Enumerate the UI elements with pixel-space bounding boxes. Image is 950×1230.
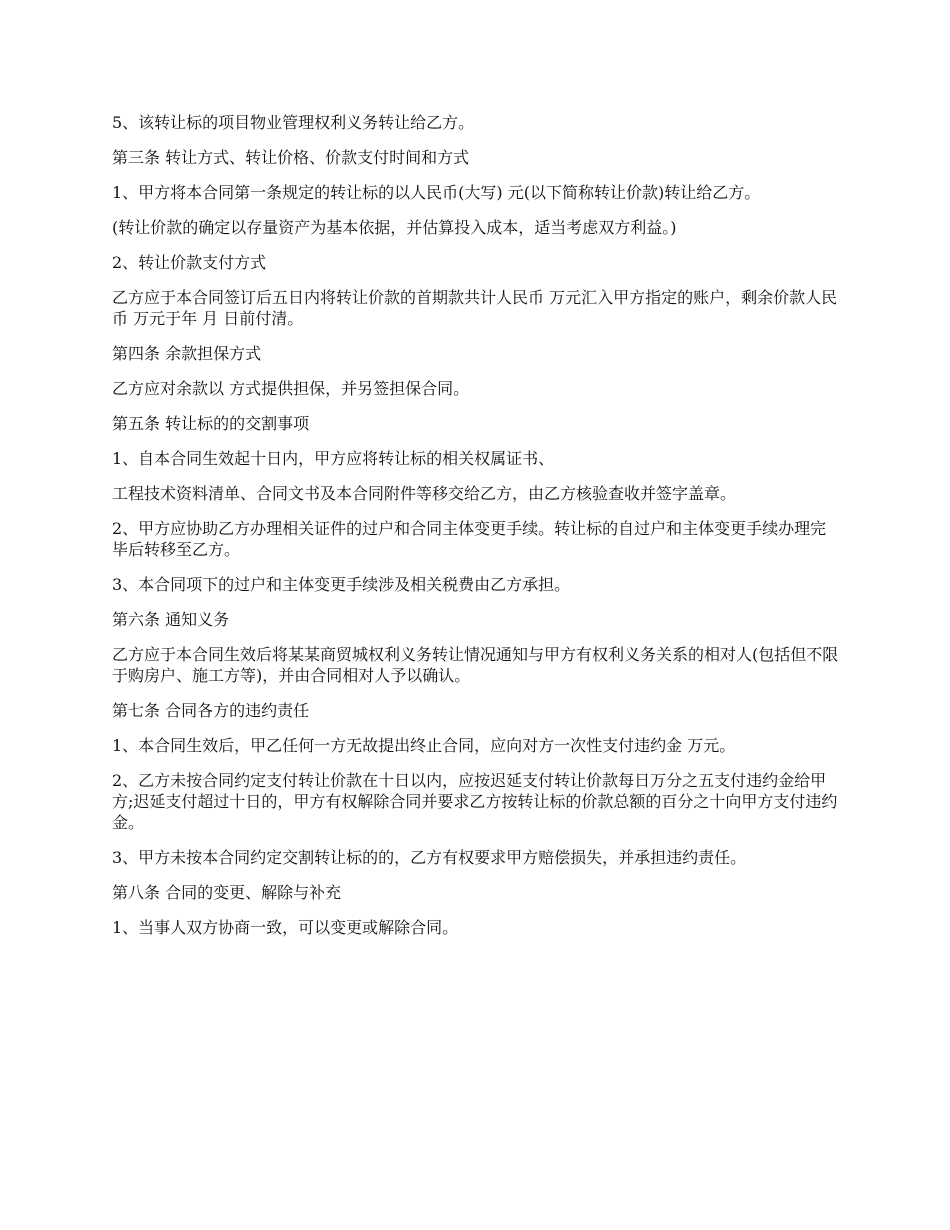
article-7-clause-3: 3、甲方未按本合同约定交割转让标的的，乙方有权要求甲方赔偿损失，并承担违约责任。 <box>112 848 747 867</box>
article-3-clause-1: 1、甲方将本合同第一条规定的转让标的以人民币(大写) 元(以下简称转让价款)转让给乙方。 <box>112 183 761 202</box>
article-4-body: 乙方应对余款以 方式提供担保，并另签担保合同。 <box>112 379 470 398</box>
article-6-heading: 第六条 通知义务 <box>112 610 230 629</box>
article-8-heading: 第八条 合同的变更、解除与补充 <box>112 883 342 902</box>
article-6-body: 乙方应于本合同生效后将某某商贸城权利义务转让情况通知与甲方有权利义务关系的相对人(包括但不限于购房户、施工方等)，并由合同相对人予以确认。 <box>112 645 839 685</box>
article-5-clause-1-cont: 工程技术资料清单、合同文书及本合同附件等移交给乙方，由乙方核验查收并签字盖章。 <box>112 484 737 503</box>
article-7-heading: 第七条 合同各方的违约责任 <box>112 701 310 720</box>
article-3-price-note: (转让价款的确定以存量资产为基本依据，并估算投入成本，适当考虑双方利益。) <box>112 218 677 237</box>
article-4-heading: 第四条 余款担保方式 <box>112 344 262 363</box>
article-5-clause-3: 3、本合同项下的过户和主体变更手续涉及相关税费由乙方承担。 <box>112 575 571 594</box>
article-8-clause-1: 1、当事人双方协商一致，可以变更或解除合同。 <box>112 918 459 937</box>
article-3-heading: 第三条 转让方式、转让价格、价款支付时间和方式 <box>112 148 470 167</box>
article-7-clause-2: 2、乙方未按合同约定支付转让价款在十日以内，应按迟延支付转让价款每日万分之五支付违约金给甲方;迟延支付超过十日的，甲方有权解除合同并要求乙方按转让标的价款总额的百分之十向甲方支付违约金。 <box>112 771 838 832</box>
article-3-payment-terms: 乙方应于本合同签订后五日内将转让价款的首期款共计人民币 万元汇入甲方指定的账户，剩余价款人民币 万元于年 月 日前付清。 <box>112 288 838 328</box>
article-5-clause-2: 2、甲方应协助乙方办理相关证件的过户和合同主体变更手续。转让标的自过户和主体变更手续办理完毕后转移至乙方。 <box>112 519 827 559</box>
article-3-clause-2: 2、转让价款支付方式 <box>112 253 267 272</box>
article-7-clause-1: 1、本合同生效后，甲乙任何一方无故提出终止合同，应向对方一次性支付违约金 万元。 <box>112 736 736 755</box>
article-5-clause-1: 1、自本合同生效起十日内，甲方应将转让标的相关权属证书、 <box>112 449 555 468</box>
document-page <box>112 112 840 952</box>
paragraph-item-5: 5、该转让标的项目物业管理权利义务转让给乙方。 <box>112 113 475 132</box>
article-5-heading: 第五条 转让标的的交割事项 <box>112 414 310 433</box>
